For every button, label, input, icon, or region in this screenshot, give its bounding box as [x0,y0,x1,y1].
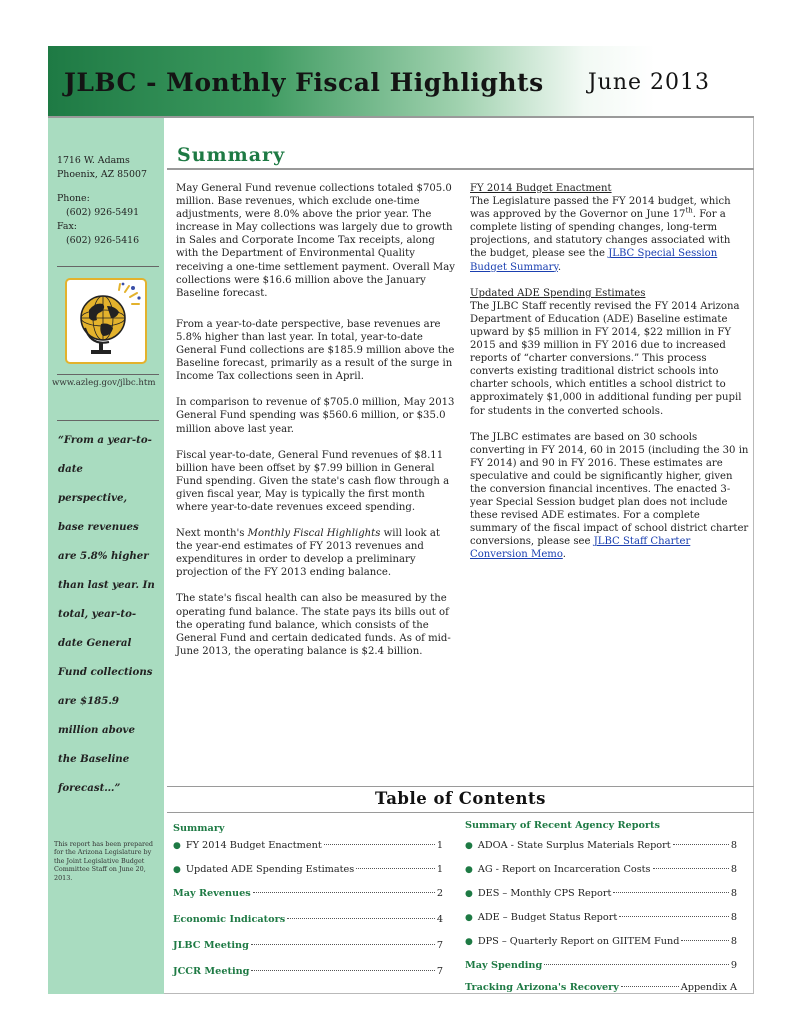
toc-right-column [465,820,737,1004]
text-run: The JLBC estimates are based on 30 schools converting in FY 2014, 60 in 2015 (including the 30 in FY 2014) and 90 in FY 2016. These estimates are speculative and could be significantly higher, given the conversion financial incentives. The enacted 3-year Special Session budget plan does not include these revised ADE estimates. For a complete summary of the fiscal impact of school district charter conversions, please see [470,431,749,548]
toc-page: 4 [436,914,443,925]
toc-page: 9 [730,960,737,971]
budget-paragraph [470,195,750,274]
leader-dots [287,918,435,919]
text-run: . [557,261,562,273]
address [57,154,147,182]
toc-label: DPS – Quarterly Report on GIITEM Fund [477,936,680,947]
leader-dots [544,964,729,965]
quote-line: perspective, [58,492,128,504]
toc-page: 1 [436,864,443,875]
toc-page: 7 [436,966,443,977]
quote-line: than last year. In [58,579,155,591]
summary-right-column [470,182,750,562]
text-run: . [562,549,566,561]
leader-dots [253,892,435,893]
toc-label: FY 2014 Budget Enactment [185,840,322,851]
quote-line: “From a year-to- [58,434,152,446]
toc-entry[interactable] [173,864,443,888]
address-line: 1716 W. Adams [57,155,130,166]
website-url: www.azleg.gov/jlbc.htm [52,378,156,388]
text-run: will look at the year-end estimates of FY 2013 revenues and expenditures in order to develop a preliminary projection of the FY 2013 ending balance. [176,528,440,579]
leader-dots [356,868,435,869]
report-note: This report has been prepared for the Arizona Legislature by the Joint Legislative Budget Committee Staff on June 20, 2013. [54,840,153,882]
toc-page: 2 [436,888,443,899]
address-line: Phoenix, AZ 85007 [57,169,147,180]
toc-entry[interactable] [465,936,737,960]
toc-entry[interactable] [465,864,737,888]
quote-line: are 5.8% higher [58,550,149,562]
toc-entry[interactable] [173,966,443,992]
toc-label: Tracking Arizona's Recovery [465,982,619,993]
quote-line: the Baseline [58,753,130,765]
toc-divider [167,812,754,813]
phone-number: (602) 926-5491 [66,207,140,218]
toc-page: 8 [730,864,737,875]
toc-label: JCCR Meeting [173,966,250,977]
toc-entry[interactable] [465,960,737,982]
ade-paragraph [470,431,750,562]
toc-entry[interactable] [173,888,443,914]
toc-entry[interactable] [465,840,737,864]
toc-entry[interactable] [465,982,737,1004]
header-banner [48,46,754,118]
quote-line: Fund collections [58,666,153,678]
summary-paragraph: The state's fiscal health can also be measured by the operating fund balance. The state pays its bills out of the operating fund balance, which consists of the General Fund and certain dedicated funds. As of mid-June 2013, the operating balance is $2.4 billion. [176,593,451,657]
leader-dots [673,844,729,845]
text-run: . For a complete listing of spending changes, long-term projections, and statutory changes associated with the budget, please see the [470,209,731,260]
quote-line: are $185.9 [58,695,119,707]
budget-summary-link[interactable]: JLBC Special Session Budget Summary [470,248,718,273]
leader-dots [619,916,729,917]
summary-paragraph: From a year-to-date perspective, base revenues are 5.8% higher than last year. In total, year-to-date General Fund collections are $185.9 million above the Baseline forecast, primarily as a result of the surge in Income Tax collections seen in April. [176,318,455,383]
quote-line: base revenues [58,521,139,533]
toc-entry-summary[interactable]: Summary [173,823,225,834]
summary-paragraph: In comparison to revenue of $705.0 million, May 2013 General Fund spending was $560.6 million, or $35.0 million above last year. [176,397,455,435]
sidebar-divider [57,374,159,375]
bullet-icon: ● [465,937,473,947]
summary-paragraph [176,527,456,579]
newsletter-title: JLBC - Monthly Fiscal Highlights [64,68,544,97]
charter-memo-link[interactable]: JLBC Staff Charter Conversion Memo [470,536,691,561]
leader-dots [251,970,434,971]
quote-line: million above [58,724,135,736]
toc-page: 8 [730,840,737,851]
leader-dots [251,944,435,945]
toc-label: May Revenues [173,888,251,899]
toc-label: ADOA - State Surplus Materials Report [477,840,671,851]
summary-heading: Summary [177,144,286,166]
logo-frame [65,278,147,364]
quote-line: date [58,463,83,475]
toc-label: ADE – Budget Status Report [477,912,618,923]
toc-label: JLBC Meeting [173,940,249,951]
toc-label: Updated ADE Spending Estimates [185,864,355,875]
text-run: Next month's [176,528,248,540]
toc-entry[interactable] [173,840,443,864]
phone-label: Phone: [57,193,90,204]
bullet-icon: ● [465,841,473,851]
bullet-icon: ● [465,889,473,899]
toc-divider [167,786,754,787]
toc-page: 7 [436,940,443,951]
toc-page: 8 [730,888,737,899]
ade-paragraph: The JLBC Staff recently revised the FY 2014 Arizona Department of Education (ADE) Baseline estimate upward by $5 million in FY 2014, $22 million in FY 2015 and $39 million in FY 2016 due to increased reports of “charter conversions.” This process converts existing traditional district schools into charter schools, which entitles a school district to approximately $1,000 in additional funding per pupil for students in the converted schools. [470,300,742,417]
leader-dots [324,844,435,845]
text-run: The Legislature passed the FY 2014 budget, which was approved by the Governor on June 17 [470,196,731,221]
toc-page: 1 [436,840,443,851]
toc-entry-agency-reports[interactable]: Summary of Recent Agency Reports [465,820,660,831]
leader-dots [613,892,728,893]
toc-label: DES – Monthly CPS Report [477,888,612,899]
sidebar-divider [57,420,159,421]
issue-date: June 2013 [587,70,710,95]
contact-info [57,192,139,248]
fax-label: Fax: [57,221,77,232]
bullet-icon: ● [465,913,473,923]
bullet-icon: ● [173,841,181,851]
globe-icon [67,280,145,362]
toc-entry[interactable] [465,912,737,936]
toc-page: Appendix A [680,982,737,993]
quote-line: forecast…” [58,782,121,794]
toc-label: Economic Indicators [173,914,286,925]
toc-page: 8 [730,912,737,923]
summary-left-column [176,182,456,658]
superscript: th [685,206,693,215]
toc-label: May Spending [465,960,543,971]
summary-divider [167,168,754,170]
quote-line: date General [58,637,132,649]
fax-number: (602) 926-5416 [66,235,140,246]
quote-line: total, year-to- [58,608,137,620]
ade-subheading: Updated ADE Spending Estimates [470,287,646,299]
toc-entry[interactable] [465,888,737,912]
leader-dots [653,868,729,869]
toc-label: AG - Report on Incarceration Costs [477,864,651,875]
summary-paragraph: Fiscal year-to-date, General Fund revenues of $8.11 billion have been offset by $7.99 billion in General Fund spending. Given the state's cash flow through a given fiscal year, May is typically the first month where year-to-date revenues exceed spending. [176,449,450,513]
leader-dots [681,940,728,941]
toc-entry[interactable] [173,940,443,966]
toc-heading: Table of Contents [375,789,546,808]
bullet-icon: ● [465,865,473,875]
toc-left-column [173,820,443,992]
publication-title: Monthly Fiscal Highlights [247,528,381,540]
toc-page: 8 [730,936,737,947]
summary-paragraph: May General Fund revenue collections totaled $705.0 million. Base revenues, which exclude one-time adjustments, were 8.0% above the prior year. The increase in May collections was largely due to growth in Sales and Corporate Income Tax receipts, along with the Department of Environmental Quality receiving a one-time settlement payment. Overall May collections were $16.6 million above the January Baseline forecast. [176,183,455,299]
bullet-icon: ● [173,865,181,875]
sidebar-divider [57,266,159,267]
budget-subheading: FY 2014 Budget Enactment [470,183,612,194]
toc-entry[interactable] [173,914,443,940]
sidebar [48,118,164,994]
leader-dots [621,986,679,987]
